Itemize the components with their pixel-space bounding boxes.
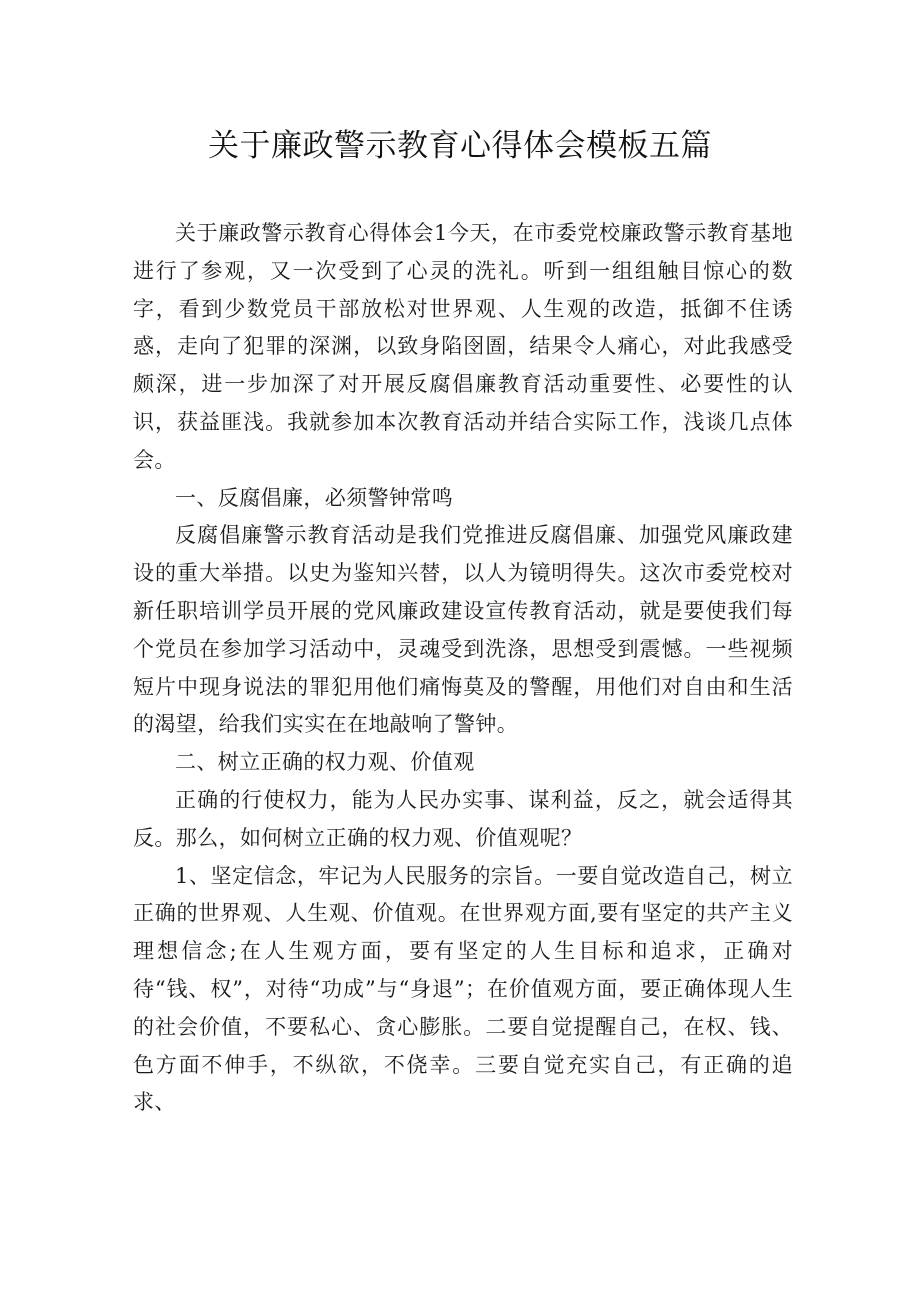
section-heading-2: 二、树立正确的权力观、价值观 — [175, 750, 475, 775]
section-heading-1: 一、反腐倡廉，必须警钟常鸣 — [175, 485, 454, 510]
paragraph-point-1: 1、坚定信念，牢记为人民服务的宗旨。一要自觉改造自己，树立正确的世界观、人生观、价值观。在世界观方面,要有坚定的共产主义理想信念;在人生观方面，要有坚定的人生目标和追求，正确对待“钱、权”，对待“功成”与“身退”；在价值观方面，要正确体现人生的社会价值，不要私心、贪心膨胀。二要自觉提醒自己，在权、钱、色方面不伸手，不纵欲，不侥幸。三要自觉充实自己，有正确的追求、 — [133, 863, 793, 1115]
paragraph-section-1: 反腐倡廉警示教育活动是我们党推进反腐倡廉、加强党风廉政建设的重大举措。以史为鉴知兴替，以人为镜明得失。这次市委党校对新任职培训学员开展的党风廉政建设宣传教育活动，就是要使我们每个党员在参加学习活动中，灵魂受到洗涤，思想受到震憾。一些视频短片中现身说法的罪犯用他们痛悔莫及的警醒，用他们对自由和生活的渴望，给我们实实在在地敲响了警钟。 — [133, 523, 793, 737]
paragraph-section-2: 正确的行使权力，能为人民办实事、谋利益，反之，就会适得其反。那么，如何树立正确的权力观、价值观呢？ — [133, 787, 793, 850]
document-body — [133, 215, 793, 1122]
document-title: 关于廉政警示教育心得体会模板五篇 — [208, 128, 712, 164]
paragraph-intro: 关于廉政警示教育心得体会1今天，在市委党校廉政警示教育基地进行了参观，又一次受到了心灵的洗礼。听到一组组触目惊心的数字，看到少数党员干部放松对世界观、人生观的改造，抵御不住诱惑，走向了犯罪的深渊，以致身陷囹圄，结果令人痛心，对此我感受颇深，进一步加深了对开展反腐倡廉教育活动重要性、必要性的认识，获益匪浅。我就参加本次教育活动并结合实际工作，浅谈几点体会。 — [133, 221, 793, 472]
